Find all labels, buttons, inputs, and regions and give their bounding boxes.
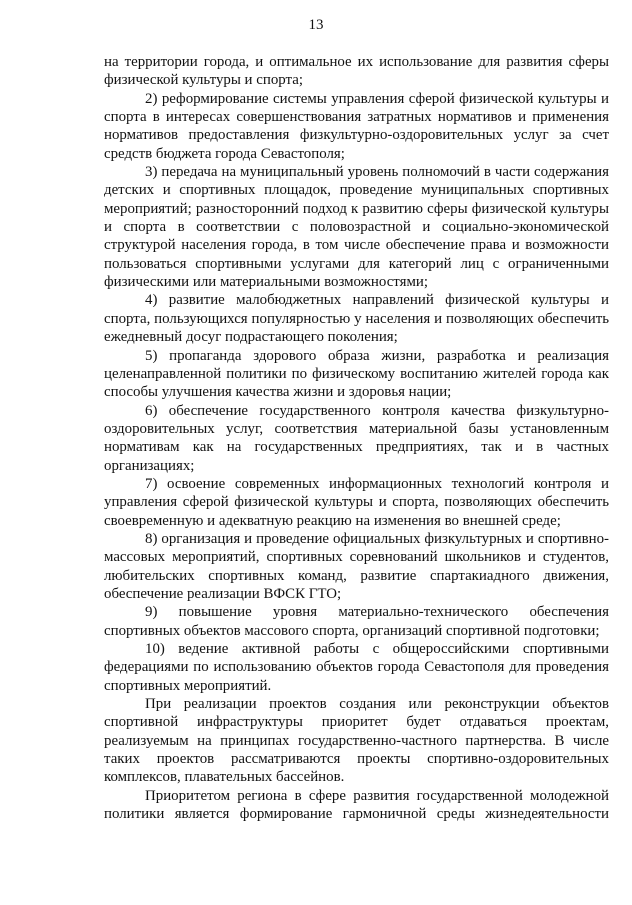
document-body: [104, 53, 609, 823]
paragraph-item-3: 3) передача на муниципальный уровень полномочий в части содержания детских и спортивных площадок, проведение муниципальных спортивных мероприятий; разносторонний подход к развитию сферы физической культуры и спорта в соответствии с половозрастной и социально-экономической структурой населения города, в том числе обеспечение права и возможности пользоваться спортивными услугами для категорий лиц с ограниченными физическими или материальными возможностями;: [104, 164, 609, 291]
paragraph-item-6: 6) обеспечение государственного контроля качества физкультурно-оздоровительных услуг, соответствия материальной базы установленным нормативам как на государственных предприятиях, так и в частных организациях;: [104, 402, 609, 474]
paragraph-item-5: 5) пропаганда здорового образа жизни, разработка и реализация целенаправленной политики по физическому воспитанию жителей города как способы улучшения качества жизни и здоровья нации;: [104, 347, 609, 401]
paragraph-item-7: 7) освоение современных информационных технологий контроля и управления сферой физической культуры и спорта, позволяющих обеспечить своевременную и адекватную реакцию на изменения во внешней среде;: [104, 475, 609, 529]
paragraph-item-2: 2) реформирование системы управления сферой физической культуры и спорта в интересах совершенствования затратных нормативов и применения нормативов предоставления физкультурно-оздоровительных услуг за счет средств бюджета города Севастополя;: [104, 90, 609, 162]
paragraph-item-9: 9) повышение уровня материально-технического обеспечения спортивных объектов массового спорта, организаций спортивной подготовки;: [104, 604, 609, 639]
paragraph-sports-infrastructure: При реализации проектов создания или реконструкции объектов спортивной инфраструктуры приоритет будет отдаваться проектам, реализуемым на принципах государственно-частного партнерства. В числе таких проектов рассматриваются проекты спортивно-оздоровительных комплексов, плавательных бассейнов.: [104, 696, 609, 786]
page-number: 13: [308, 17, 324, 33]
paragraph-continuation: на территории города, и оптимальное их использование для развития сферы физической культуры и спорта;: [104, 54, 609, 89]
paragraph-item-8: 8) организация и проведение официальных физкультурных и спортивно-массовых мероприятий, спортивных соревнований школьников и студентов, любительских спортивных команд, развитие спартакиадного движения, обеспечение реализации ВФСК ГТО;: [104, 530, 609, 602]
paragraph-item-10: 10) ведение активной работы с общероссийскими спортивными федерациями по использованию объектов города Севастополя для проведения спортивных мероприятий.: [104, 641, 609, 694]
paragraph-item-4: 4) развитие малобюджетных направлений физической культуры и спорта, пользующихся популярностью у населения и позволяющих обеспечить ежедневный досуг подрастающего поколения;: [104, 292, 609, 346]
paragraph-youth-policy: Приоритетом региона в сфере развития государственной молодежной политики является формирование гармоничной среды жизнедеятельности: [104, 787, 609, 823]
